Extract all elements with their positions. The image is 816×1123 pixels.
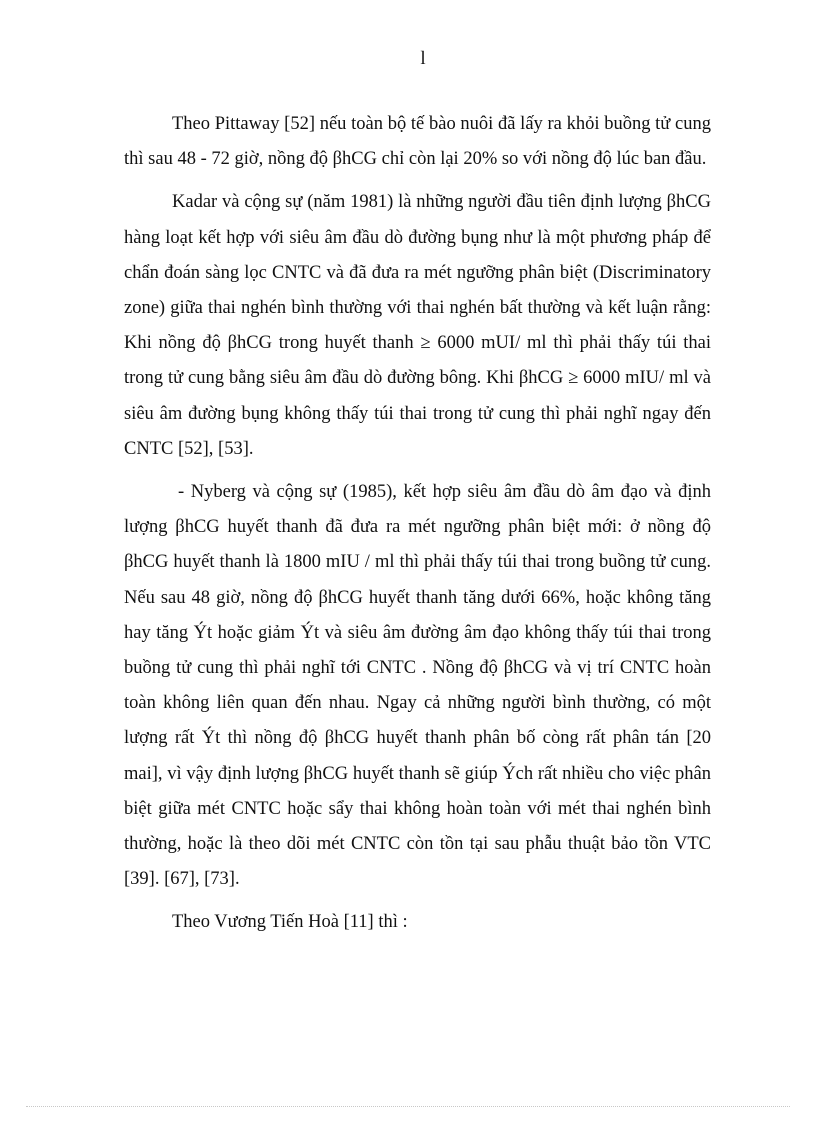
- paragraph-nyberg: - Nyberg và cộng sự (1985), kết hợp siêu âm đầu dò âm đạo và định lượng βhCG huyết thanh đã đưa ra mét ngưỡng phân biệt mới: ở nồng độ βhCG huyết thanh là 1800 mIU / ml thì phải thấy túi thai trong buồng tử cung. Nếu sau 48 giờ, nồng độ βhCG huyết thanh tăng dưới 66%, hoặc không tăng hay tăng Ýt hoặc giảm Ýt và siêu âm đường âm đạo không thấy túi thai trong buồng tử cung thì phải nghĩ tới CNTC . Nồng độ βhCG và vị trí CNTC hoàn toàn không liên quan đến nhau. Ngay cả những người bình thường, có một lượng rất Ýt thì nồng độ βhCG huyết thanh phân bố còng rất phân tán [20 mai], vì vậy định lượng βhCG huyết thanh sẽ giúp Ých rất nhiều cho việc phân biệt giữa mét CNTC hoặc sẩy thai không hoàn toàn với mét thai nghén bình thường, hoặc là theo dõi mét CNTC còn tồn tại sau phẫu thuật bảo tồn VTC [39]. [67], [73].: [124, 482, 711, 890]
- paragraph-pittaway: Theo Pittaway [52] nếu toàn bộ tế bào nuôi đã lấy ra khỏi buồng tử cung thì sau 48 - 72 giờ, nồng độ βhCG chỉ còn lại 20% so với nồng độ lúc ban đầu.: [124, 114, 711, 170]
- document-body: [124, 107, 711, 941]
- paragraph-vuong-tien-hoa: Theo Vương Tiến Hoà [11] thì :: [172, 912, 408, 933]
- page-bottom-divider: [26, 1106, 790, 1107]
- page-number: l: [420, 48, 426, 69]
- paragraph-kadar: Kadar và cộng sự (năm 1981) là những người đầu tiên định lượng βhCG hàng loạt kết hợp với siêu âm đầu dò đường bụng như là một phương pháp để chẩn đoán sàng lọc CNTC và đã đưa ra mét ngưỡng phân biệt (Discriminatory zone) giữa thai nghén bình thường với thai nghén bất thường và kết luận rằng: Khi nồng độ βhCG trong huyết thanh ≥ 6000 mUI/ ml thì phải thấy túi thai trong tử cung bằng siêu âm đầu dò đường bông. Khi βhCG ≥ 6000 mIU/ ml và siêu âm đường bụng không thấy túi thai trong tử cung thì phải nghĩ ngay đến CNTC [52], [53].: [124, 192, 711, 459]
